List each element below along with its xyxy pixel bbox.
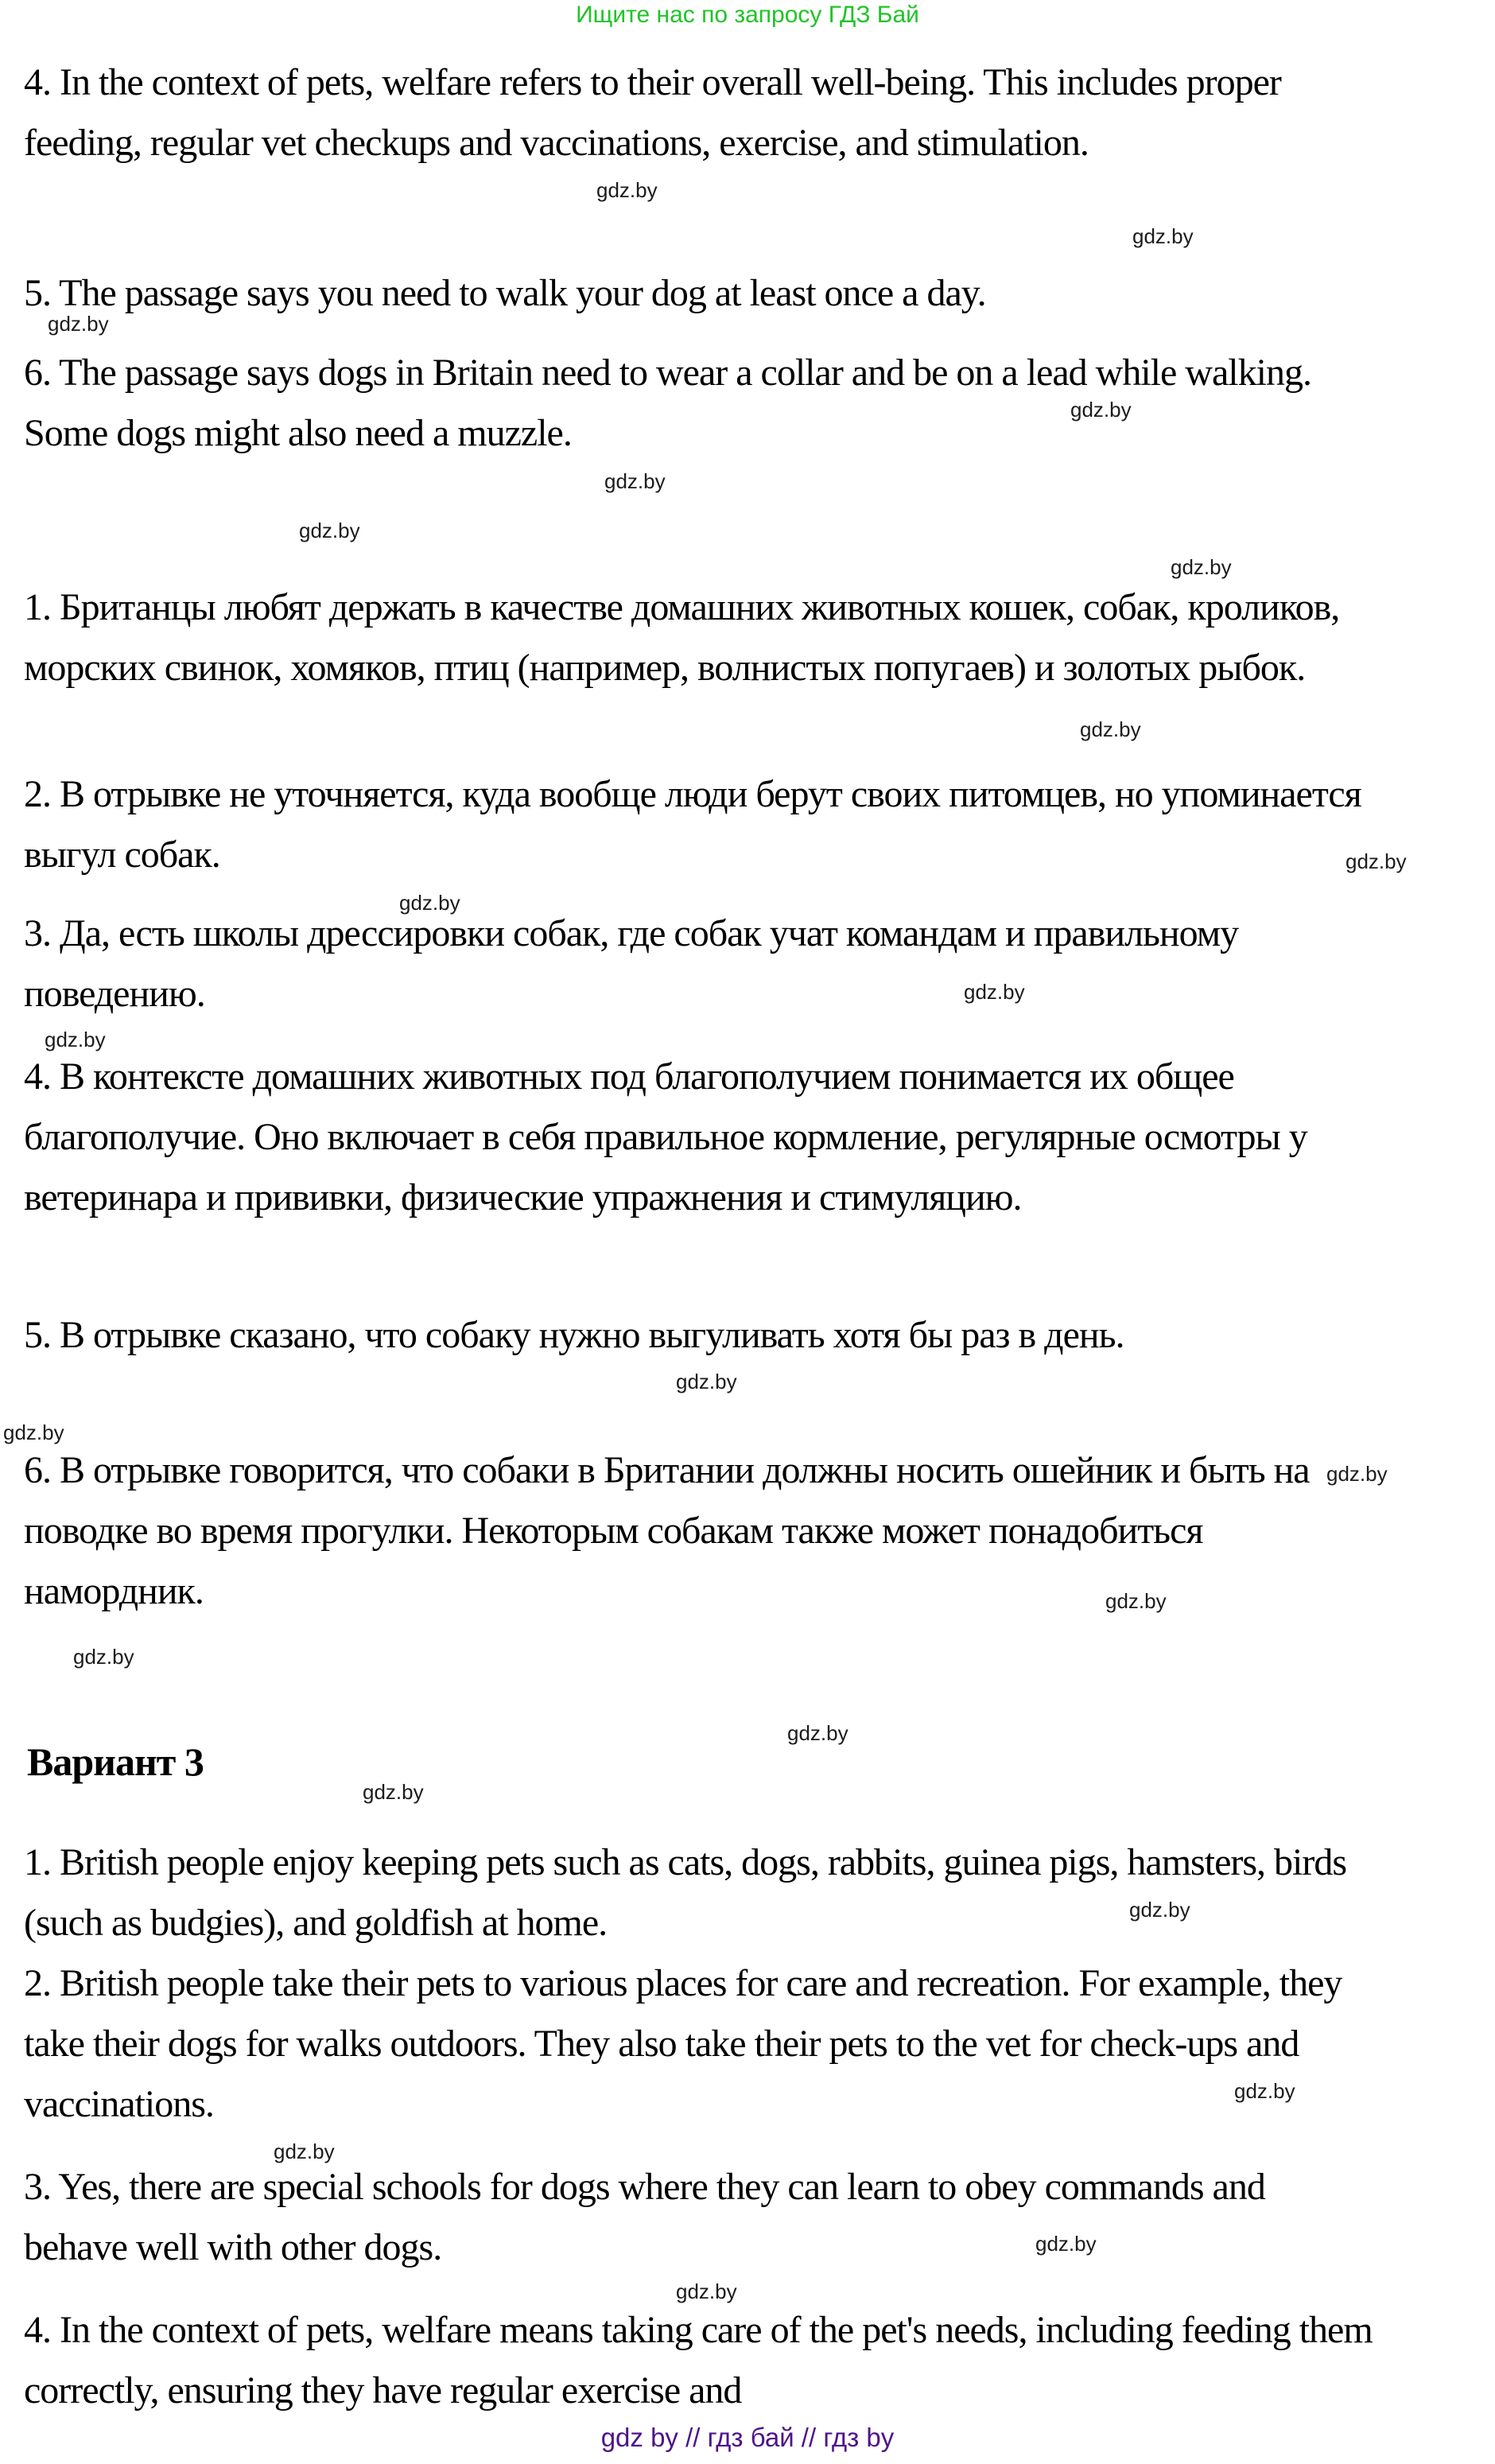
answer-en-5: 5. The passage says you need to walk your dog at least once a day. xyxy=(24,272,986,314)
watermark-gdz: gdz.by xyxy=(299,519,360,542)
watermark-gdz: gdz.by xyxy=(676,2279,737,2303)
variant3-answer-2: 2. British people take their pets to various places for care and recreation. For example, they take their dogs for walks outdoors. They also take their pets to the vet for check-ups and vaccinations. xyxy=(24,1962,1342,2125)
answer-en-4: 4. In the context of pets, welfare refers to their overall well-being. This includes proper feeding, regular vet checkups and vaccinations, exercise, and stimulation. xyxy=(24,61,1281,164)
watermark-gdz: gdz.by xyxy=(363,1780,424,1804)
variant3-answer-1: 1. British people enjoy keeping pets such as cats, dogs, rabbits, guinea pigs, hamsters, birds (such as budgies), and goldfish at home. xyxy=(24,1841,1347,1944)
watermark-gdz: gdz.by xyxy=(399,891,460,915)
watermark-gdz: gdz.by xyxy=(274,2139,335,2163)
watermark-gdz: gdz.by xyxy=(1234,2079,1295,2103)
answer-ru-6: 6. В отрывке говорится, что собаки в Британии должны носить ошейник и быть на поводке во время прогулки. Некоторым собакам также может понадобиться намордник. xyxy=(24,1449,1310,1612)
watermark-gdz: gdz.by xyxy=(1035,2232,1097,2256)
watermark-gdz: gdz.by xyxy=(787,1721,848,1745)
watermark-gdz: gdz.by xyxy=(1326,1462,1388,1486)
answer-ru-1: 1. Британцы любят держать в качестве домашних животных кошек, собак, кроликов, морских свинок, хомяков, птиц (например, волнистых попугаев) и золотых рыбок. xyxy=(24,586,1340,689)
answer-ru-2: 2. В отрывке не уточняется, куда вообще люди берут своих питомцев, но упоминается выгул собак. xyxy=(24,773,1361,876)
watermark-gdz: gdz.by xyxy=(3,1420,64,1444)
watermark-gdz: gdz.by xyxy=(1171,555,1232,579)
variant3-answer-3: 3. Yes, there are special schools for dogs where they can learn to obey commands and behave well with other dogs. xyxy=(24,2166,1265,2268)
promo-header: Ищите нас по запросу ГДЗ Бай xyxy=(576,2,919,28)
watermark-gdz: gdz.by xyxy=(73,1645,134,1669)
watermark-gdz: gdz.by xyxy=(1132,224,1194,248)
watermark-gdz: gdz.by xyxy=(45,1028,106,1051)
answer-ru-4: 4. В контексте домашних животных под благополучием понимается их общее благополучие. Оно включает в себя правильное кормление, регулярные осмотры у ветеринара и прививки, физические упражнения и стимуляцию. xyxy=(24,1055,1307,1218)
watermark-gdz: gdz.by xyxy=(1346,849,1407,873)
page-footer: gdz by // гдз бай // гдз by xyxy=(600,2423,895,2452)
watermark-gdz: gdz.by xyxy=(1105,1589,1167,1613)
answer-ru-3: 3. Да, есть школы дрессировки собак, где собак учат командам и правильному поведению. xyxy=(24,912,1239,1015)
answer-en-6: 6. The passage says dogs in Britain need to wear a collar and be on a lead while walking. Some dogs might also need a muzzle. xyxy=(24,352,1311,454)
watermark-gdz: gdz.by xyxy=(48,312,109,336)
watermark-gdz: gdz.by xyxy=(964,980,1025,1004)
watermark-gdz: gdz.by xyxy=(676,1370,737,1393)
watermark-gdz: gdz.by xyxy=(596,178,658,202)
watermark-gdz: gdz.by xyxy=(604,469,666,493)
watermark-gdz: gdz.by xyxy=(1129,1898,1190,1922)
answer-ru-5: 5. В отрывке сказано, что собаку нужно выгуливать хотя бы раз в день. xyxy=(24,1314,1124,1356)
watermark-gdz: gdz.by xyxy=(1070,398,1132,422)
variant-3-heading: Вариант 3 xyxy=(27,1739,204,1784)
watermark-gdz: gdz.by xyxy=(1080,717,1141,741)
variant3-answer-4: 4. In the context of pets, welfare means taking care of the pet's needs, including feeding them correctly, ensuring they have regular exercise and xyxy=(24,2309,1373,2412)
